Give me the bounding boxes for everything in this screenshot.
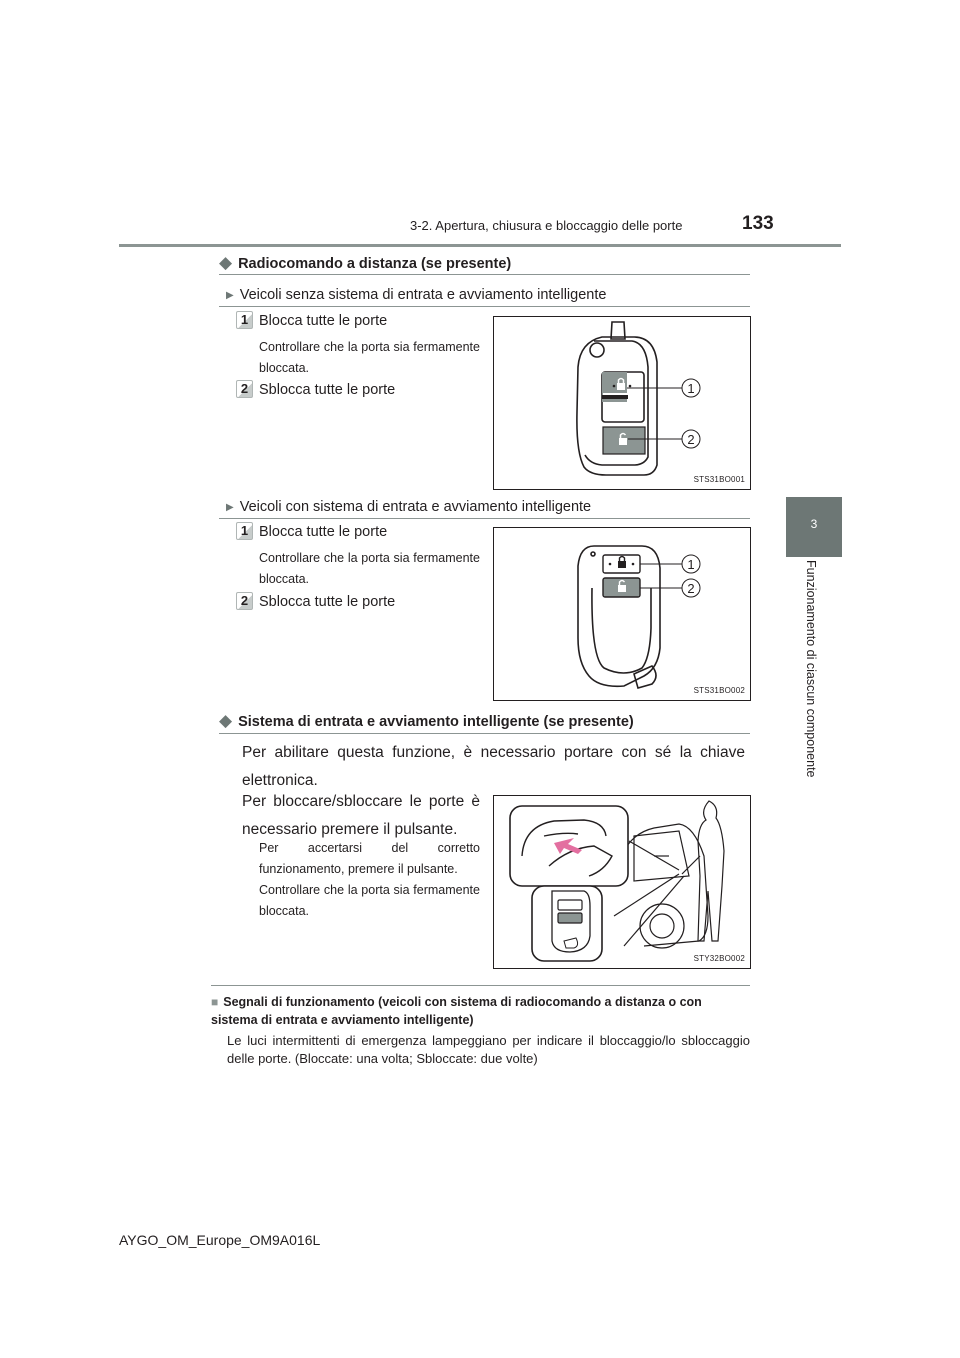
- footnote-text: Le luci intermittenti di emergenza lampeggiano per indicare il bloccaggio/lo sbloccaggio delle porte. (Bloccate: una volta; Sbloccate: due volte): [227, 1033, 750, 1066]
- section-rule: [219, 733, 750, 734]
- figure-key-fob-flip: [493, 316, 751, 490]
- chapter-tab-number: 3: [810, 517, 818, 531]
- figure-code: STY32BO002: [693, 954, 745, 963]
- page-number: 133: [742, 213, 774, 234]
- footnote-block: [211, 993, 750, 1068]
- section-heading: [219, 711, 634, 731]
- chapter-tab-title: Funzionamento di ciascun componente: [804, 560, 818, 778]
- figure-door-handle: [493, 795, 751, 969]
- diamond-bullet-icon: ◆: [219, 711, 233, 730]
- body-paragraph: Per abilitare questa funzione, è necessario portare con sé la chiave elettronica.: [242, 744, 745, 789]
- item-label: Blocca tutte le porte: [259, 313, 388, 329]
- section-rule: [219, 274, 750, 275]
- subsection-rule: [219, 306, 750, 307]
- item-label: Blocca tutte le porte: [259, 524, 388, 540]
- figure-smart-key: [493, 527, 751, 701]
- subsection-label: Veicoli con sistema di entrata e avviamento intelligente: [239, 499, 592, 515]
- item-label: Sblocca tutte le porte: [259, 382, 396, 398]
- item-number-2: 2: [236, 592, 253, 610]
- arrow-bullet-icon: ▶: [226, 502, 234, 513]
- item-note: Controllare che la porta sia fermamente bloccata.: [259, 340, 480, 375]
- arrow-bullet-icon: ▶: [226, 290, 234, 301]
- note-text: Per accertarsi del corretto funzionamento, premere il pulsante.: [259, 841, 480, 876]
- subsection-rule: [219, 518, 750, 519]
- item-number-2: 2: [236, 380, 253, 398]
- callout-1: 1: [687, 381, 695, 396]
- body-paragraph: Per bloccare/sbloccare le porte è necessario premere il pulsante.: [242, 793, 480, 838]
- item-number-1: 1: [236, 311, 253, 329]
- footnote-title-text: Segnali di funzionamento (veicoli con sistema di radiocomando a distanza o con sistema di entrata e avviamento intelligente): [211, 995, 702, 1027]
- header-rule: [119, 244, 841, 247]
- item-label: Sblocca tutte le porte: [259, 594, 396, 610]
- diamond-bullet-icon: ◆: [219, 253, 233, 272]
- door-handle-illustration: [494, 796, 750, 968]
- callout-2: 2: [687, 432, 695, 447]
- subsection-label: Veicoli senza sistema di entrata e avviamento intelligente: [239, 287, 607, 303]
- section-title: Radiocomando a distanza (se presente): [238, 256, 512, 272]
- section-title: Sistema di entrata e avviamento intelligente (se presente): [238, 714, 634, 730]
- callout-1: 1: [687, 557, 695, 572]
- document-code-footer: AYGO_OM_Europe_OM9A016L: [119, 1232, 321, 1248]
- footnote-title: [211, 993, 750, 1029]
- square-bullet-icon: ■: [211, 995, 219, 1009]
- key-fob-flip-illustration: [494, 317, 750, 489]
- subsection-heading: [226, 286, 606, 304]
- lock-button: [602, 372, 645, 454]
- footnote-rule: [211, 985, 750, 986]
- callout-2: 2: [687, 581, 695, 596]
- running-header-title: 3-2. Apertura, chiusura e bloccaggio delle porte: [410, 218, 683, 233]
- section-heading: [219, 253, 511, 273]
- smart-key-illustration: [494, 528, 750, 700]
- figure-code: STS31BO001: [693, 475, 745, 484]
- subsection-heading: [226, 498, 591, 516]
- item-note: Controllare che la porta sia fermamente bloccata.: [259, 551, 480, 586]
- figure-code: STS31BO002: [693, 686, 745, 695]
- note-text: Controllare che la porta sia fermamente bloccata.: [259, 883, 480, 918]
- item-number-1: 1: [236, 522, 253, 540]
